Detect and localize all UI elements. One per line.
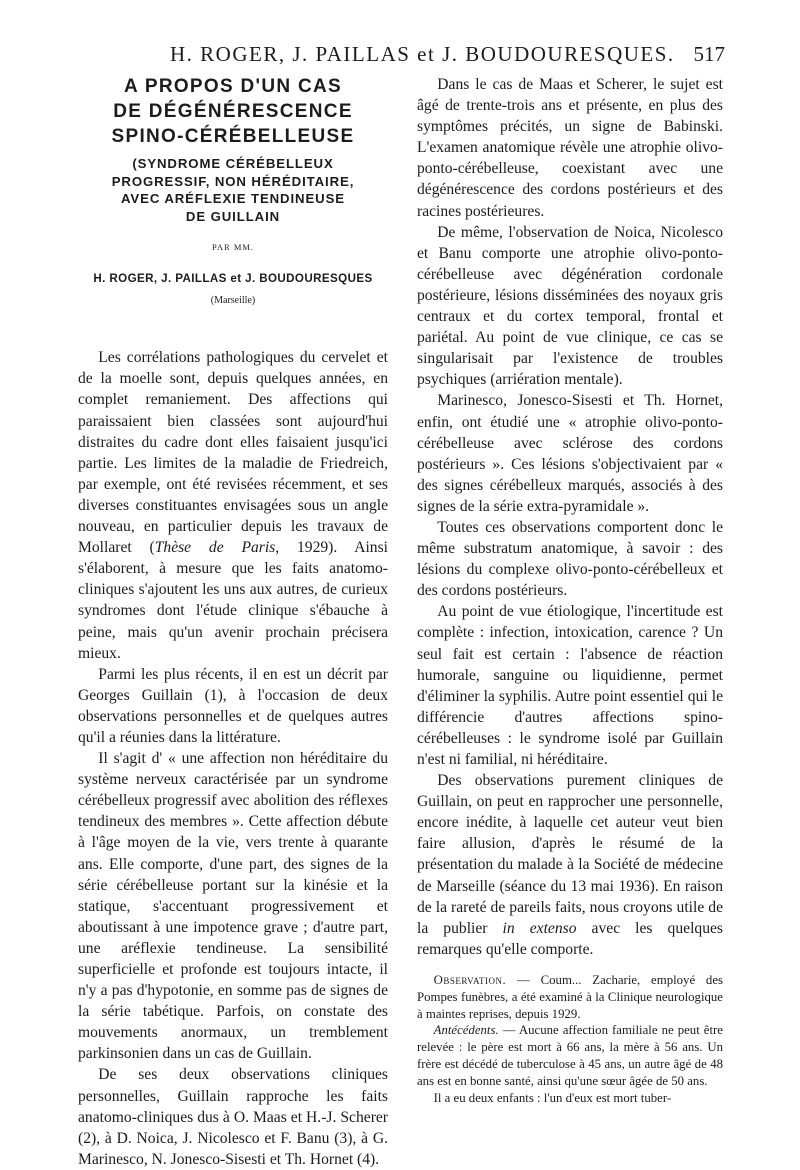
paragraph-3: Il s'agit d' « une affection non héréditaire du système nerveux caractérisée par un syndrome cérébelleux progressif avec abolition des réflexes tendineux des membres ». Cette affection débute à l'âge moyen de la vie, vers trente à quarante ans. Elle comporte, d'une part, des signes de la série cérébelleuse portant sur la kinésie et la statique, s'accentuant progressivement et aboutissant à une impotence grave ; d'autre part, une aréflexie tendineuse. La sensibilité superficielle et profonde est toujours intacte, il n'y a pas d'hypotonie, en somme pas de signes de la série tabétique. Parfois, on constate des mouvements anormaux, un tremblement parkinsonien dans un cas de Guillain. — [78, 750, 388, 1063]
article-title-line-2: DE DÉGÉNÉRESCENCE — [113, 101, 353, 122]
paragraph-8: Toutes ces observations comportent donc le même substratum anatomique, à savoir : des lésions du complexe olivo-ponto-cérébelleux et des cordons postérieurs. — [417, 518, 723, 600]
subtitle-line-1: (SYNDROME CÉRÉBELLEUX — [132, 156, 334, 171]
subtitle-line-2: PROGRESSIF, NON HÉRÉDITAIRE, — [111, 173, 355, 189]
subtitle-line-3: AVEC ARÉFLEXIE TENDINEUSE — [120, 191, 345, 206]
author-city: (Marseille) — [210, 295, 256, 307]
page-number: 517 — [693, 42, 725, 66]
paragraph-4: De ses deux observations cliniques personnelles, Guillain rapproche les faits anatomo-cliniques dus à O. Maas et H.-J. Scherer (2), à D. Noica, J. Nicolesco et F. Banu (3), à G. Marinesco, N. Jonesco-Sisesti et Th. Hornet (4). — [78, 1066, 388, 1168]
paragraph-9: Au point de vue étiologique, l'incertitude est complète : infection, intoxication, carence ? Un seul fait est certain : l'absence de réaction humorale, sanguine ou liquidienne, permet d'éliminer la syphilis. Autre point essentiel qui le différencie d'autres affections spino-cérébelleuses : le syndrome isolé par Guillain n'est ni familial, ni héréditaire. — [417, 603, 723, 768]
par-mm: PAR MM. — [211, 242, 255, 252]
article-authors: H. ROGER, J. PAILLAS et J. BOUDOURESQUES — [93, 272, 373, 286]
article-subtitle — [78, 155, 388, 225]
article-title-line-1: A PROPOS D'UN CAS — [123, 76, 343, 97]
paragraph-6: De même, l'observation de Noica, Nicolesco et Banu comporte une atrophie olivo-ponto-cérébelleuse avec dégénération cordonale postérieure, lésions disséminées des noyaux gris centraux et du cortex temporal, frontal et pariétal. Au point de vue clinique, ce cas se singularisait par l'existence de troubles psychiques (arriération mentale). — [417, 223, 723, 389]
left-column — [78, 74, 388, 1170]
observation-block — [417, 972, 723, 1106]
observation-children: Il a eu deux enfants : l'un d'eux est mort tuber- — [433, 1090, 672, 1105]
paragraph-10: Des observations purement cliniques de Guillain, on peut en rapprocher une personnelle, encore inédite, à laquelle cet auteur veut bien faire allusion, d'après le résumé de la présentation du malade à la Société de médecine de Marseille (séance du 13 mai 1936). En raison de la rareté de pareils faits, nous croyons utile de la publier in extenso avec les quelques remarques qu'elle comporte. — [417, 772, 723, 958]
subtitle-line-4: DE GUILLAIN — [185, 208, 281, 224]
right-column — [417, 74, 723, 1106]
paragraph-1: Les corrélations pathologiques du cervelet et de la moelle sont, depuis quelques années, en complet remaniement. Des affections qui paraissaient bien classées sont aujourd'hui distraites du cadre dont elles faisaient jusqu'ici partie. Les limites de la maladie de Friedreich, par exemple, ont été revisées récemment, et ses diverses constituantes envisagées sous un angle nouveau, en particulier depuis les travaux de Mollaret (Thèse de Paris, 1929). Ainsi s'élaborent, à mesure que les faits anatomo-cliniques s'ajoutent les uns aux autres, de curieux syndromes dont l'étude clinique s'ébauche à peine, mais qu'un avenir prochain précisera mieux. — [78, 349, 389, 662]
paragraph-2: Parmi les plus récents, il en est un décrit par Georges Guillain (1), à l'occasion de deux observations personnelles et de quelques autres qu'il a réunies dans la littérature. — [78, 665, 388, 746]
article-title-line-3: SPINO-CÉRÉBELLEUSE — [111, 126, 355, 147]
running-head-authors: H. ROGER, J. PAILLAS et J. BOUDOURESQUES. — [170, 42, 675, 66]
running-head — [0, 38, 800, 68]
paragraph-5: Dans le cas de Maas et Scherer, le sujet est âgé de trente-trois ans et présente, en plus des symptômes précités, un signe de Babinski. L'examen anatomique révèle une atrophie olivo-ponto-cérébelleuse, coexistant avec une dégénérescence des cordons postérieurs et des racines postérieures. — [417, 76, 723, 220]
title-block — [78, 74, 388, 311]
observation-antecedents: Antécédents. — Aucune affection familiale ne peut être relevée : le père est mort à 66 ans, la mère à 56 ans. Un frère est décédé de tuberculose à 45 ans, un autre âgé de 48 ans est en bonne santé, ainsi qu'une sœur âgée de 50 ans. — [417, 1023, 723, 1088]
paragraph-7: Marinesco, Jonesco-Sisesti et Th. Hornet, enfin, ont étudié une « atrophie olivo-ponto-cérébelleuse avec sclérose des cordons postérieurs ». Ces lésions s'objectivaient par « des signes cérébelleux marqués, associés à des signes de la série extra-pyramidale ». — [417, 392, 723, 515]
observation-intro: Observation. — Coum... Zacharie, employé des Pompes funèbres, a été examiné à la Clinique neurologique à maintes reprises, depuis 1929. — [417, 972, 723, 1021]
